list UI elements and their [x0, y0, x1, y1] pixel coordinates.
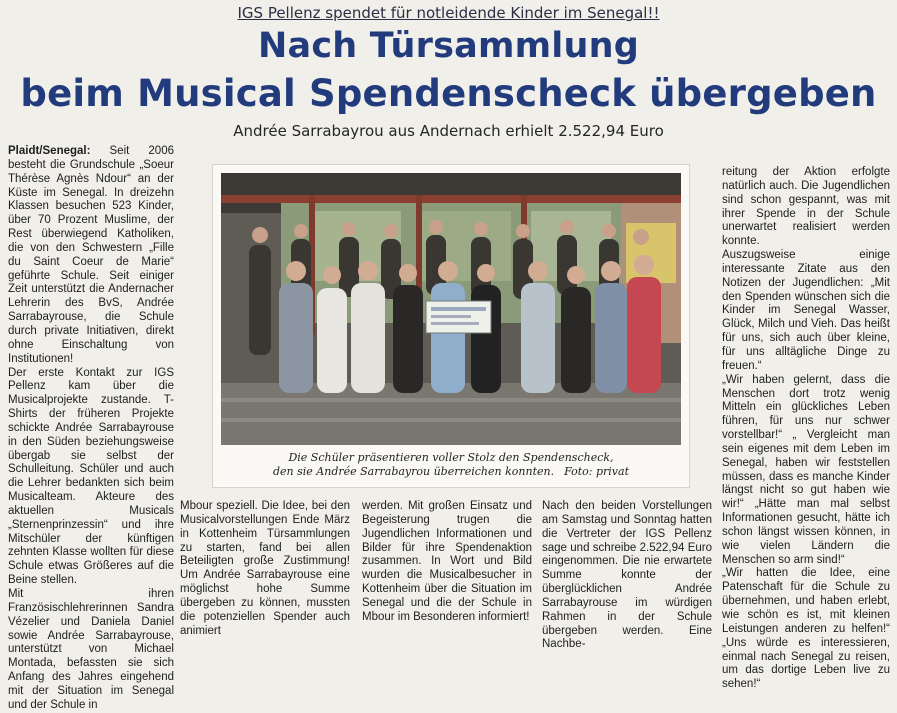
article-column-1: [8, 145, 174, 711]
headline-line-2: beim Musical Spendenscheck übergeben: [20, 72, 877, 115]
subheadline: Andrée Sarrabayrou aus Andernach erhielt 2.522,94 Euro: [233, 122, 664, 140]
article-column-2: [180, 500, 350, 637]
headline-line-1: Nach Türsammlung: [258, 26, 639, 66]
article-column-3: [362, 500, 532, 631]
article-column-5: [722, 166, 890, 691]
photo-credit: Foto: privat: [564, 465, 629, 478]
photo-frame: [212, 164, 690, 488]
paragraph: „Wir hatten die Idee, eine Patenschaft für die Schule zu übernehmen, und haben erlebt, wie schön es ist, mit kleinen Leistungen anderen zu helfen!“ „Uns würde es interessieren, einmal nach Senegal zu reisen, um das dortige Leben live zu sehen!“: [722, 567, 890, 691]
paragraph: „Wir haben gelernt, dass die Menschen dort trotz wenig Mitteln ein glückliches Leben führen, für uns nur schwer vorstellbar!“ „ Vergleicht man sein eigenes mit dem Leben im Senegal, haben wir feststellen müssen, dass es manche Kinder längst nicht so gut haben wie wir!“ „Hätte man mal selbst Informationen gesucht, hätte ich schon längst wissen können, in wie vielen Ländern die Menschen so arm sind!“: [722, 373, 890, 566]
article-column-4: [542, 500, 712, 651]
paragraph: Nach den beiden Vorstellungen am Samstag und Sonntag hatten die Vertreter der IGS Pellenz sage und schreibe 2.522,94 Euro eingenommen. Die nie erwartete Summe konnte der überglücklichen Andrée Sarrabayrouse im würdigen Rahmen in der Schule übergeben werden. Eine Nachbe-: [542, 500, 712, 651]
dateline: Plaidt/Senegal:: [8, 145, 91, 157]
caption-line-2: den sie Andrée Sarrabayrou überreichen konnten. Foto: privat: [273, 465, 629, 478]
group-photo: [221, 173, 681, 445]
photo-caption: [221, 451, 681, 479]
caption-line-1: Die Schüler präsentieren voller Stolz den Spendenscheck,: [288, 451, 614, 464]
paragraph: Auszugsweise einige interessante Zitate aus den Notizen der Jugendlichen: „Mit den Spenden wünschen sich die Kinder im Senegal Wasser, Glück, Milch und Vieh. Das heißt für uns, sich auch über kleine, für uns alltägliche Dinge zu freuen.“: [722, 249, 890, 372]
article-kicker: IGS Pellenz spendet für notleidende Kinder im Senegal!!: [237, 4, 660, 22]
paragraph: werden. Mit großen Einsatz und Begeisterung trugen die Jugendlichen Informationen und Bilder für ihre Spendenaktion zusammen. In Wort und Bild wurden die Musicalbesucher in Kottenheim über die Situation im Senegal und die der Schule in Mbour im Besonderen informiert!: [362, 500, 532, 623]
paragraph: reitung der Aktion erfolgte natürlich auch. Die Jugendlichen sind schon gespannt, was mit ihrer Spende in der Schule unerwartet realisiert werden konnte.: [722, 166, 890, 248]
group-photo-illustration: [221, 173, 681, 445]
paragraph: Mit ihren Französischlehrerinnen Sandra Vézelier und Daniela Daniel sowie Andrée Sarrabayrouse, unterstützt von Michael Montada, befassten sie sich Anfang des Jahres eingehend mit der Situation im Senegal und der Schule in: [8, 588, 174, 711]
paragraph: Mbour speziell. Die Idee, bei den Musicalvorstellungen Ende März in Kottenheim Türsammlungen zu starten, fand bei allen Beteiligten große Zustimmung! Um Andrée Sarrabayrouse eine möglichst hohe Summe übergeben zu können, mussten die potenziellen Spender auch animiert: [180, 500, 350, 637]
paragraph: Der erste Kontakt zur IGS Pellenz kam über die Musicalprojekte zustande. T-Shirts der früheren Projekte schickte Andrée Sarrabayrouse in den Süden beziehungsweise übergab sie selbst der Schulleitung. Schüler und auch die Lehrer bedankten sich beim Musicalteam. Akteure des aktuellen Musicals „Sternenprinzessin“ und ihre Mitschüler der künftigen zehnten Klasse wollten für diese Schule etwas Größeres auf die Beine stellen.: [8, 366, 174, 587]
paragraph: Plaidt/Senegal: Seit 2006 besteht die Grundschule „Soeur Thérèse Agnès Ndour“ an der Küste im Senegal. In dreizehn Klassen besuchen 523 Kinder, über 70 Prozent Muslime, der Rest überwiegend Katholiken, die von den Schwestern „Fille du Saint Coeur de Marie“ geführte Schule. Seit einiger Zeit unterstützt die Andernacher Lehrerin des BvS, Andrée Sarrabayrouse, die Schule durch private Initiativen, direkt ohne Einschaltung von Institutionen!: [8, 145, 174, 365]
